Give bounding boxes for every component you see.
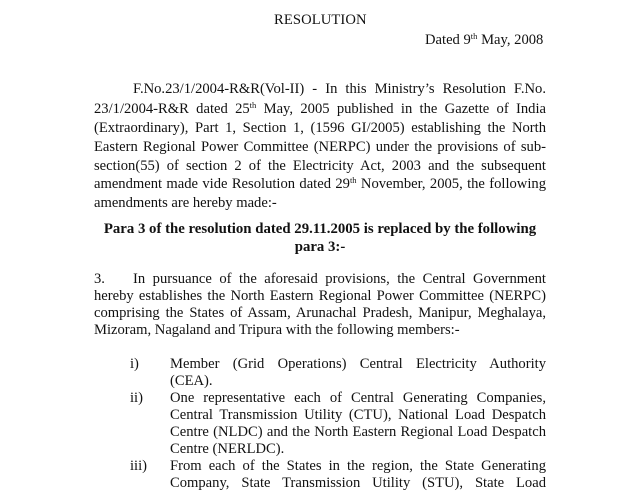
heading-line: para 3:- bbox=[294, 239, 346, 255]
preamble-line: Eastern Regional Power Committee (NERPC) under the provisions of sub- bbox=[94, 139, 546, 155]
preamble-text: November, 2005, the following bbox=[356, 176, 546, 192]
preamble-text: 23/1/2004-R&R dated 25 bbox=[94, 101, 250, 117]
date-sup: th bbox=[470, 31, 478, 41]
preamble-line bbox=[94, 101, 546, 118]
resolution-date bbox=[425, 32, 543, 49]
preamble-line: section(55) of section 2 of the Electricity Act, 2003 and the subsequent bbox=[94, 158, 546, 174]
list-line: (CEA). bbox=[170, 373, 213, 389]
list-line: One representative each of Central Generating Companies, bbox=[170, 390, 546, 406]
date-prefix: Dated 9 bbox=[425, 32, 471, 48]
para-line: comprising the States of Assam, Arunachal Pradesh, Manipur, Meghalaya, bbox=[94, 305, 546, 321]
preamble-text: amendment made vide Resolution dated 29 bbox=[94, 176, 350, 192]
para-line: Mizoram, Nagaland and Tripura with the following members:- bbox=[94, 322, 460, 338]
preamble-sup: th bbox=[249, 100, 257, 110]
list-line: Member (Grid Operations) Central Electricity Authority bbox=[170, 356, 546, 372]
preamble-sup: th bbox=[349, 175, 357, 185]
preamble-line: amendments are hereby made:- bbox=[94, 195, 277, 211]
date-suffix: May, 2008 bbox=[477, 32, 544, 48]
list-label: ii) bbox=[130, 390, 143, 406]
para-line: hereby establishes the North Eastern Regional Power Committee (NERPC) bbox=[94, 288, 546, 304]
preamble-line: (Extraordinary), Part 1, Section 1, (1596 GI/2005) establishing the North bbox=[94, 120, 546, 136]
list-line: Company, State Transmission Utility (STU), State Load bbox=[170, 475, 546, 491]
list-label: i) bbox=[130, 356, 139, 372]
para-number: 3. bbox=[94, 271, 105, 287]
document-title: RESOLUTION bbox=[274, 12, 367, 28]
para-line: In pursuance of the aforesaid provisions, the Central Government bbox=[133, 271, 546, 287]
list-line: Centre (NLDC) and the North Eastern Regional Load Despatch bbox=[170, 424, 546, 440]
preamble-line: F.No.23/1/2004-R&R(Vol-II) - In this Ministry’s Resolution F.No. bbox=[133, 81, 546, 97]
list-line: Centre (NERLDC). bbox=[170, 441, 285, 457]
heading-line: Para 3 of the resolution dated 29.11.2005 is replaced by the following bbox=[103, 221, 537, 237]
preamble-line bbox=[94, 176, 546, 193]
list-label: iii) bbox=[130, 458, 148, 474]
list-line: From each of the States in the region, the State Generating bbox=[170, 458, 546, 474]
preamble-text: May, 2005 published in the Gazette of India bbox=[256, 101, 546, 117]
list-line: Central Transmission Utility (CTU), National Load Despatch bbox=[170, 407, 546, 423]
